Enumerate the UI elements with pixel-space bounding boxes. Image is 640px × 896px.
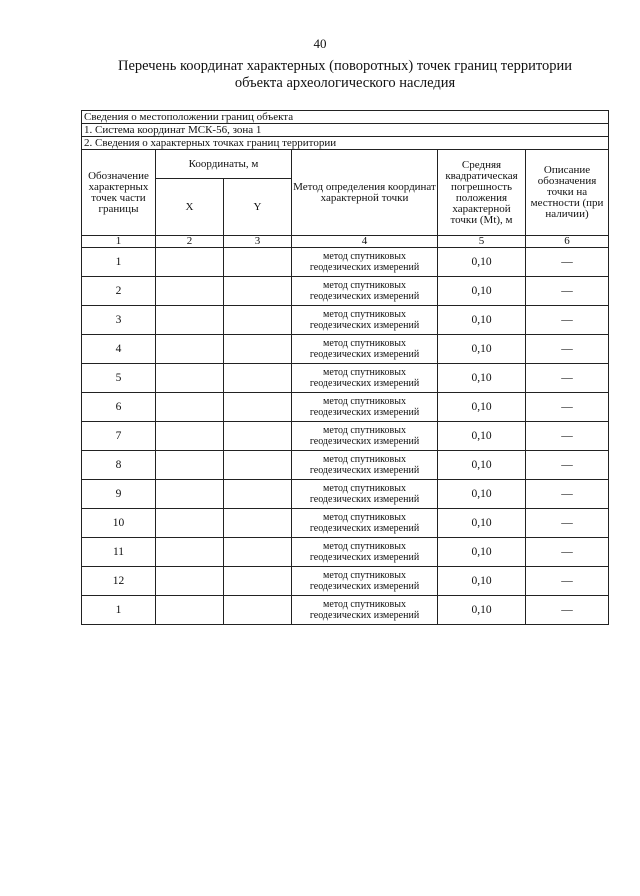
point-designation: 7 [82, 422, 156, 451]
point-designation: 12 [82, 567, 156, 596]
table-row [82, 393, 609, 422]
coordinate-x [156, 277, 224, 306]
point-designation: 3 [82, 306, 156, 335]
coordinate-x [156, 538, 224, 567]
coordinate-y [224, 538, 292, 567]
determination-method: метод спутниковых геодезических измерений [292, 248, 438, 277]
header-method: Метод определения координат характерной точки [292, 150, 438, 236]
position-error: 0,10 [438, 306, 526, 335]
coordinate-y [224, 596, 292, 625]
table-row [82, 422, 609, 451]
column-number: 6 [526, 236, 609, 248]
position-error: 0,10 [438, 335, 526, 364]
coordinate-y [224, 451, 292, 480]
table-row [82, 596, 609, 625]
point-description: — [526, 567, 609, 596]
table-row [82, 538, 609, 567]
coordinates-table [81, 110, 609, 625]
determination-method: метод спутниковых геодезических измерений [292, 509, 438, 538]
point-designation: 11 [82, 538, 156, 567]
point-description: — [526, 335, 609, 364]
point-description: — [526, 364, 609, 393]
point-designation: 9 [82, 480, 156, 509]
table-row [82, 567, 609, 596]
coordinate-y [224, 393, 292, 422]
coordinate-x [156, 480, 224, 509]
coordinate-x [156, 306, 224, 335]
point-description: — [526, 306, 609, 335]
column-number: 1 [82, 236, 156, 248]
column-number: 5 [438, 236, 526, 248]
position-error: 0,10 [438, 248, 526, 277]
position-error: 0,10 [438, 422, 526, 451]
coordinate-x [156, 248, 224, 277]
point-description: — [526, 277, 609, 306]
coordinate-x [156, 364, 224, 393]
coordinate-x [156, 509, 224, 538]
coordinate-y [224, 567, 292, 596]
coordinate-y [224, 480, 292, 509]
determination-method: метод спутниковых геодезических измерений [292, 451, 438, 480]
page-number: 40 [313, 36, 327, 51]
column-number-row [82, 236, 609, 248]
point-designation: 1 [82, 596, 156, 625]
table-row [82, 335, 609, 364]
header-coordinates: Координаты, м [156, 150, 292, 179]
position-error: 0,10 [438, 509, 526, 538]
point-designation: 6 [82, 393, 156, 422]
position-error: 0,10 [438, 364, 526, 393]
point-description: — [526, 538, 609, 567]
table-row [82, 480, 609, 509]
title-line-2: объекта археологического наследия [234, 75, 456, 91]
determination-method: метод спутниковых геодезических измерений [292, 567, 438, 596]
document-title [100, 58, 590, 92]
column-number: 2 [156, 236, 224, 248]
header-x: X [156, 179, 224, 236]
section-location: Сведения о местоположении границ объекта [82, 111, 609, 124]
coordinate-y [224, 422, 292, 451]
section-coord-system: 1. Система координат МСК-56, зона 1 [82, 124, 609, 137]
column-number: 3 [224, 236, 292, 248]
coordinate-x [156, 451, 224, 480]
point-designation: 2 [82, 277, 156, 306]
table-row [82, 277, 609, 306]
position-error: 0,10 [438, 277, 526, 306]
determination-method: метод спутниковых геодезических измерений [292, 480, 438, 509]
column-number: 4 [292, 236, 438, 248]
coordinate-x [156, 393, 224, 422]
coordinate-y [224, 248, 292, 277]
coordinate-y [224, 364, 292, 393]
position-error: 0,10 [438, 538, 526, 567]
coordinate-y [224, 335, 292, 364]
section-points-info: 2. Сведения о характерных точках границ территории [82, 137, 609, 150]
point-description: — [526, 393, 609, 422]
coordinate-x [156, 335, 224, 364]
position-error: 0,10 [438, 393, 526, 422]
point-description: — [526, 248, 609, 277]
position-error: 0,10 [438, 480, 526, 509]
point-description: — [526, 451, 609, 480]
table-row [82, 364, 609, 393]
coordinate-y [224, 306, 292, 335]
determination-method: метод спутниковых геодезических измерений [292, 306, 438, 335]
determination-method: метод спутниковых геодезических измерений [292, 596, 438, 625]
coordinate-x [156, 596, 224, 625]
determination-method: метод спутниковых геодезических измерений [292, 277, 438, 306]
determination-method: метод спутниковых геодезических измерений [292, 364, 438, 393]
coordinate-x [156, 422, 224, 451]
position-error: 0,10 [438, 567, 526, 596]
title-line-1: Перечень координат характерных (поворотных) точек границ территории [117, 58, 573, 74]
header-error: Средняя квадратическая погрешность положения характерной точки (Mt), м [438, 150, 526, 236]
table-row [82, 509, 609, 538]
coordinate-y [224, 277, 292, 306]
table-row [82, 306, 609, 335]
point-designation: 8 [82, 451, 156, 480]
position-error: 0,10 [438, 451, 526, 480]
point-designation: 10 [82, 509, 156, 538]
point-description: — [526, 509, 609, 538]
determination-method: метод спутниковых геодезических измерений [292, 422, 438, 451]
coordinate-y [224, 509, 292, 538]
header-y: Y [224, 179, 292, 236]
point-designation: 1 [82, 248, 156, 277]
position-error: 0,10 [438, 596, 526, 625]
point-designation: 4 [82, 335, 156, 364]
coordinate-x [156, 567, 224, 596]
determination-method: метод спутниковых геодезических измерений [292, 335, 438, 364]
point-description: — [526, 596, 609, 625]
table-row [82, 451, 609, 480]
table-row [82, 248, 609, 277]
header-description: Описание обозначения точки на местности (при наличии) [526, 150, 609, 236]
point-description: — [526, 480, 609, 509]
point-description: — [526, 422, 609, 451]
header-designation: Обозначение характерных точек части границы [82, 150, 156, 236]
point-designation: 5 [82, 364, 156, 393]
determination-method: метод спутниковых геодезических измерений [292, 538, 438, 567]
determination-method: метод спутниковых геодезических измерений [292, 393, 438, 422]
